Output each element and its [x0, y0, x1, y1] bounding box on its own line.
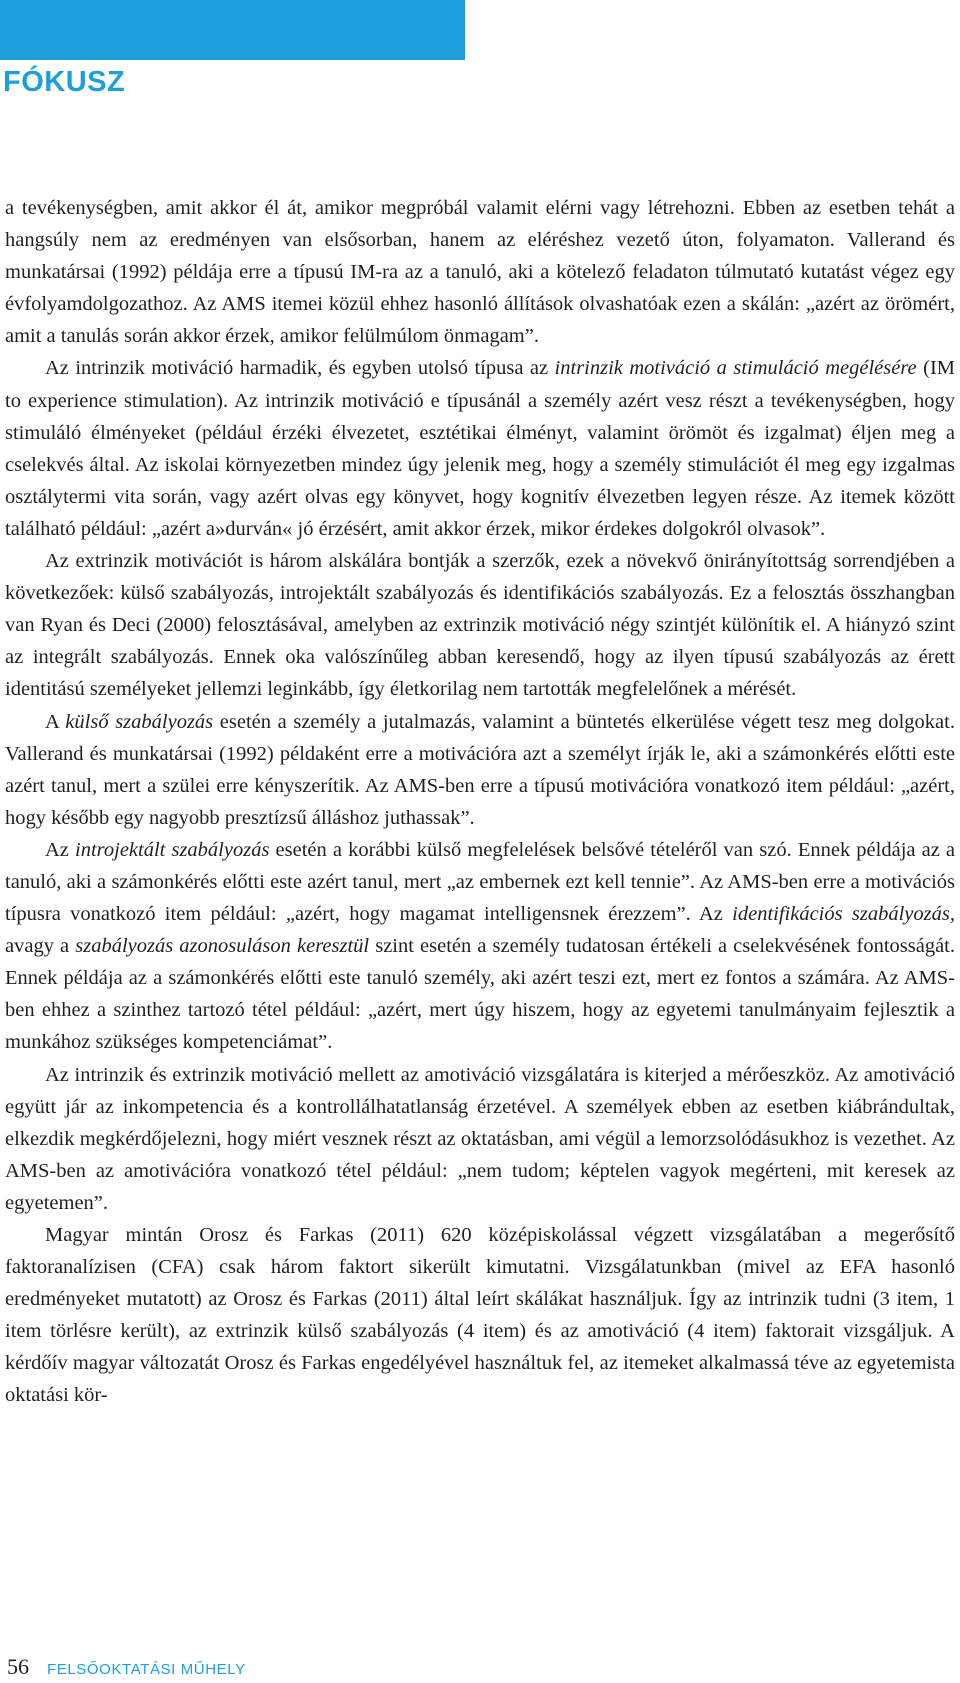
- article-body: [5, 192, 955, 1412]
- paragraph-text: avagy a: [5, 935, 76, 958]
- italic-term: identifikációs szabályozás,: [732, 903, 955, 926]
- paragraph-text: szint esetén a személy tudatosan értékeli a cselekvésének fontosságát. Ennek példája az a számonkérés előtti este tanuló személy, aki azért teszi ezt, mert ez fontos a számára. Az AMS-ben ehhez a szinthez tartozó tétel például: „azért, mert úgy hiszem, hogy az egyetemi tanulmányaim fejlesztik a munkához szükséges kompetenciámat”.: [5, 935, 956, 1054]
- paragraph-text: Magyar mintán Orosz és Farkas (2011) 620 középiskolással végzett vizsgálatában a megerősítő faktoranalízisen (CFA) csak három faktort sikerült kimutatni. Vizsgálatunkban (mivel az EFA hasonló eredményeket mutatott) az Orosz és Farkas (2011) által leírt skálákat használjuk. Így az intrinzik tudni (3 item, 1 item törlésre került), az extrinzik külső szabályozás (4 item) és az amotiváció (4 item) faktorait vizsgáljuk. A kérdőív magyar változatát Orosz és Farkas engedélyével használtuk fel, az itemeket alkalmassá téve az egyetemista oktatási kör-: [5, 1224, 955, 1407]
- paragraph-text: A: [45, 710, 66, 733]
- paragraph-text: esetén a korábbi külső megfelelések belsővé tételéről van szó. Ennek példája az a tanuló, aki a számonkérés előtti este azért tanul, mert „az embernek ezt kell tennie”. Az AMS-ben erre a motivációs típusra vonatkozó item például: „azért, hogy magamat intelligensnek érezzem”. Az: [5, 838, 955, 926]
- italic-term: introjektált szabályozás: [75, 838, 270, 861]
- paragraph-5: [5, 834, 955, 1059]
- paragraph-3: [5, 545, 955, 705]
- paragraph-text: a tevékenységben, amit akkor él át, amikor megpróbál valamit elérni vagy létrehozni. Ebben az esetben tehát a hangsúly nem az eredményen van elsősorban, hanem az eléréshez vezető úton, folyamaton. Vallerand és munkatársai (1992) példája erre a típusú IM-ra az a tanuló, aki a kötelező feladaton túlmutató kutatást végez egy évfolyamdolgozathoz. Az AMS itemei közül ehhez hasonló állítások olvashatóak ezen a skálán: „azért az örömért, amit a tanulás során akkor érzek, amikor felülmúlom önmagam”.: [5, 197, 955, 348]
- paragraph-6: [5, 1059, 955, 1219]
- paragraph-text: esetén a személy a jutalmazás, valamint a büntetés elkerülése végett tesz meg dolgokat. Vallerand és munkatársai (1992) példaként erre a motivációra azt a személyt írják le, aki a számonkérés előtti este azért tanul, mert a szülei erre kényszerítik. Az AMS-ben erre a típusú motivációra vonatkozó item például: „azért, hogy később egy nagyobb presztízsű álláshoz juthassak”.: [5, 710, 955, 829]
- paragraph-7: [5, 1219, 955, 1412]
- paragraph-text: (IM to experience stimulation). Az intrinzik motiváció e típusánál a személy azért vesz részt a tevékenységben, hogy stimuláló élményeket (például érzéki élvezetet, esztétikai élményt, valamint örömöt és izgalmat) éljen meg a cselekvés által. Az iskolai környezetben mindez úgy jelenik meg, hogy a személy stimulációt él meg egy izgalmas osztálytermi vita során, vagy azért olvas egy könyvet, hogy kognitív élvezetben legyen része. Az itemek között található például: „azért a»durván« jó érzésért, amit akkor érzek, mikor érdekes dolgokról olvasok”.: [5, 357, 955, 540]
- page-number: 56: [7, 1654, 29, 1679]
- paragraph-text: Az intrinzik motiváció harmadik, és egyben utolsó típusa az: [45, 357, 555, 380]
- section-label: FÓKUSZ: [3, 66, 126, 98]
- paragraph-text: Az: [45, 838, 76, 861]
- header-color-bar: [0, 0, 465, 60]
- paragraph-text: Az extrinzik motivációt is három alskálára bontják a szerzők, ezek a növekvő önirányítottság sorrendjében a következőek: külső szabályozás, introjektált szabályozás és identifikációs szabályozás. Ez a felosztás összhangban van Ryan és Deci (2000) felosztásával, amelyben az extrinzik motiváció négy szintjét különítik el. A hiányzó szint az integrált szabályozás. Ennek oka valószínűleg abban keresendő, hogy az ilyen típusú szabályozás az érett identitású személyeket jellemzi leginkább, így életkorilag nem tartották megfelelőnek a mérését.: [5, 550, 955, 701]
- paragraph-4: [5, 706, 955, 834]
- paragraph-1: [5, 192, 955, 352]
- italic-term: intrinzik motiváció a stimuláció megélésére: [554, 357, 917, 380]
- italic-term: külső szabályozás: [65, 710, 214, 733]
- paragraph-2: [5, 352, 955, 545]
- journal-name: FELSŐOKTATÁSI MŰHELY: [47, 1661, 246, 1678]
- italic-term: szabályozás azonosuláson keresztül: [75, 935, 370, 958]
- page-footer: [7, 1654, 246, 1680]
- paragraph-text: Az intrinzik és extrinzik motiváció mellett az amotiváció vizsgálatára is kiterjed a mérőeszköz. Az amotiváció együtt jár az inkompetencia és a kontrollálhatatlanság érzetével. A személyek ebben az esetben kiábrándultak, elkezdik megkérdőjelezni, hogy miért vesznek részt az oktatásban, ami végül a lemorzsolódásukhoz is vezethet. Az AMS-ben az amotivációra vonatkozó tétel például: „nem tudom; képtelen vagyok megérteni, mit keresek az egyetemen”.: [5, 1063, 955, 1214]
